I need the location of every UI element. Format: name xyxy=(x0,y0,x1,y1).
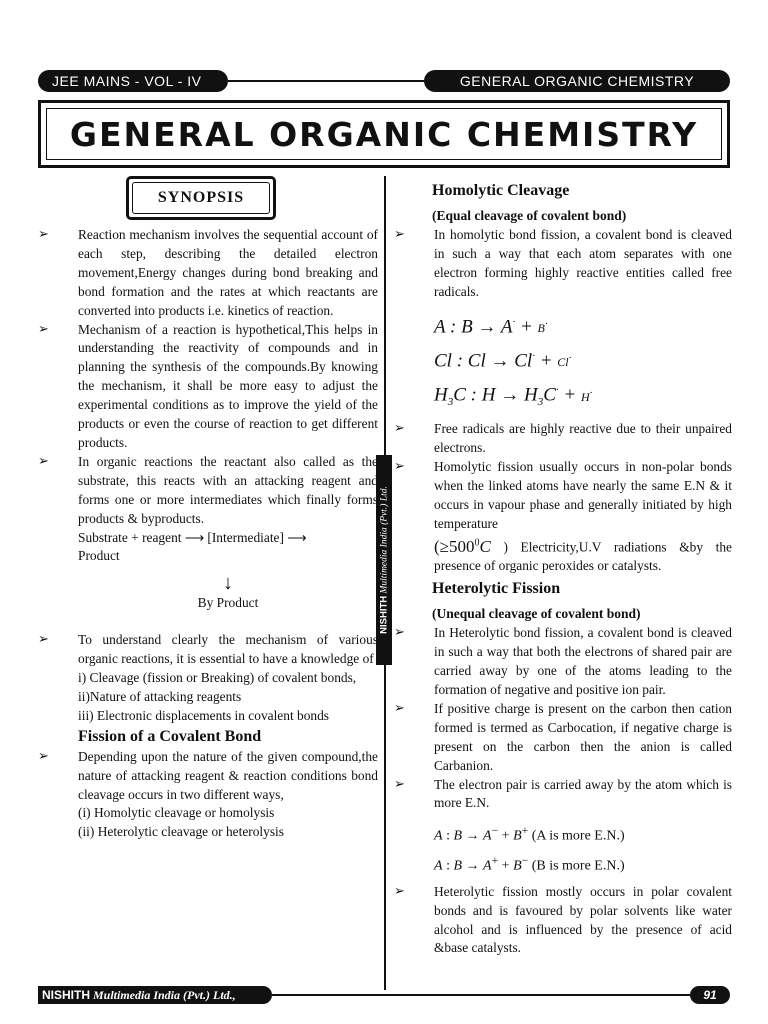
bullet-icon: ➢ xyxy=(38,748,49,764)
page-number: 91 xyxy=(690,986,730,1004)
list-item: (i) Homolytic cleavage or homolysis xyxy=(78,805,275,821)
section-subheading: (Equal cleavage of covalent bond) xyxy=(432,208,627,223)
bullet-icon: ➢ xyxy=(394,227,405,242)
bullet-icon: ➢ xyxy=(38,227,49,242)
header-right-label: GENERAL ORGANIC CHEMISTRY xyxy=(424,70,730,92)
bullet-icon: ➢ xyxy=(394,421,405,437)
synopsis-label: SYNOPSIS xyxy=(132,182,270,214)
paragraph: ➢ In Heterolytic bond fission, a covalent bond is cleaved in such a way that both the electrons of shared pair are carried away by one of the atoms leading to the formation of negative and positive ion pair. xyxy=(394,625,732,698)
paragraph: ➢ The electron pair is carried away by the atom which is more E.N. xyxy=(394,776,732,811)
section-heading: Fission of a Covalent Bond xyxy=(78,727,262,745)
section-heading: Homolytic Cleavage xyxy=(432,182,570,199)
bullet-icon: ➢ xyxy=(38,321,49,337)
paragraph: ➢ If positive charge is present on the carbon then cation formed is termed as Carbocation, if negative charge is present on the carbon then the anion is called Carbanion. xyxy=(394,700,732,773)
page-title: GENERAL ORGANIC CHEMISTRY xyxy=(69,114,699,154)
right-column xyxy=(394,180,732,958)
scheme-product: Product xyxy=(78,548,120,564)
paragraph: ➢ Reaction mechanism involves the sequential account of each step, describing the detailed electron movement,Energy changes during bond breaking and bond formation and the rates at which reactants are converted into products i.e. kinetics of reaction. xyxy=(38,227,378,318)
side-publisher-band xyxy=(376,455,392,665)
footer-rule xyxy=(272,994,690,996)
equation: A : B → A− + B+ (A is more E.N.) xyxy=(434,824,625,845)
list-item: i) Cleavage (fission or Breaking) of covalent bonds, xyxy=(78,670,357,686)
paragraph: ➢ In organic reactions the reactant also called as the substrate, this reacts with an attacking reagent and forms one or more intermediates which finally forms products & byproducts. xyxy=(38,453,378,526)
paragraph: ➢ Mechanism of a reaction is hypothetical,This helps in understanding the reactivity of compounds and in planning the synthesis of the compounds.By knowing the mechanism, it shall be more easy to adjust the experimental conditions as to improve the yield of the products or even the course of reaction to get different products. xyxy=(38,321,378,450)
equation: Cl : Cl → Cl· + Cl· xyxy=(434,349,572,372)
title-box xyxy=(38,100,730,168)
header-left-label: JEE MAINS - VOL - IV xyxy=(38,70,228,92)
paragraph: ➢ Free radicals are highly reactive due to their unpaired electrons. xyxy=(394,421,732,456)
down-arrow-icon: ↓ xyxy=(223,572,233,595)
paragraph: ➢ In homolytic bond fission, a covalent bond is cleaved in such a way that each atom separates with one electron forming highly reactive entities called free radicals. xyxy=(394,227,732,299)
paragraph: ➢ Homolytic fission usually occurs in non-polar bonds when the linked atoms have nearly the same E.N & it occurs in vapour phase and generally initiated by high temperature ($\ge 500^0C$ ) Electricity,U.V radiations &by the presence of organic peroxides or catalysts. xyxy=(394,459,732,574)
footer-publisher: NISHITH Multimedia India (Pvt.) Ltd., xyxy=(38,986,272,1004)
list-item: (ii) Heterolytic cleavage or heterolysis xyxy=(78,824,284,840)
section-heading: Heterolytic Fission xyxy=(432,580,561,598)
equation: A : B → A+ + B− (B is more E.N.) xyxy=(434,854,625,874)
bullet-icon: ➢ xyxy=(394,700,405,716)
scheme-line: Substrate + reagent ⟶ [Intermediate] ⟶ xyxy=(78,529,307,545)
side-publisher-text: NISHITH Multimedia India (Pvt.) Ltd. xyxy=(378,486,390,634)
paragraph: ➢ Depending upon the nature of the given compound,the nature of attacking reagent & reaction conditions bond cleavage occurs in two different ways, xyxy=(38,748,378,802)
temperature: ($\ge 500^0C$ xyxy=(434,536,491,556)
header-rule xyxy=(228,80,424,82)
section-subheading: (Unequal cleavage of covalent bond) xyxy=(432,606,641,622)
synopsis-box xyxy=(126,176,276,220)
bullet-icon: ➢ xyxy=(38,632,49,648)
bullet-icon: ➢ xyxy=(394,459,405,475)
equation: $H_3C$ : $H \to H_3C^\cdot + H^\cdot$ xyxy=(434,384,593,409)
scheme-byproduct: By Product xyxy=(197,595,259,611)
list-item: iii) Electronic displacements in covalent bonds xyxy=(78,707,330,723)
bullet-icon: ➢ xyxy=(394,625,405,641)
list-item: ii)Nature of attacking reagents xyxy=(78,688,242,704)
bullet-icon: ➢ xyxy=(38,453,49,469)
title-box-inner xyxy=(46,108,722,160)
bullet-icon: ➢ xyxy=(394,883,405,899)
paragraph: ➢ Heterolytic fission mostly occurs in polar covalent bonds and is favoured by polar solvents like water alcohol and is influenced by the presence of acid &base catalysts. xyxy=(394,883,732,956)
bullet-icon: ➢ xyxy=(394,776,405,792)
equation: A : B → A· + B· xyxy=(434,315,548,337)
paragraph: ➢ To understand clearly the mechanism of various organic reactions, it is essential to have a knowledge of xyxy=(38,632,378,667)
left-column xyxy=(38,226,378,842)
